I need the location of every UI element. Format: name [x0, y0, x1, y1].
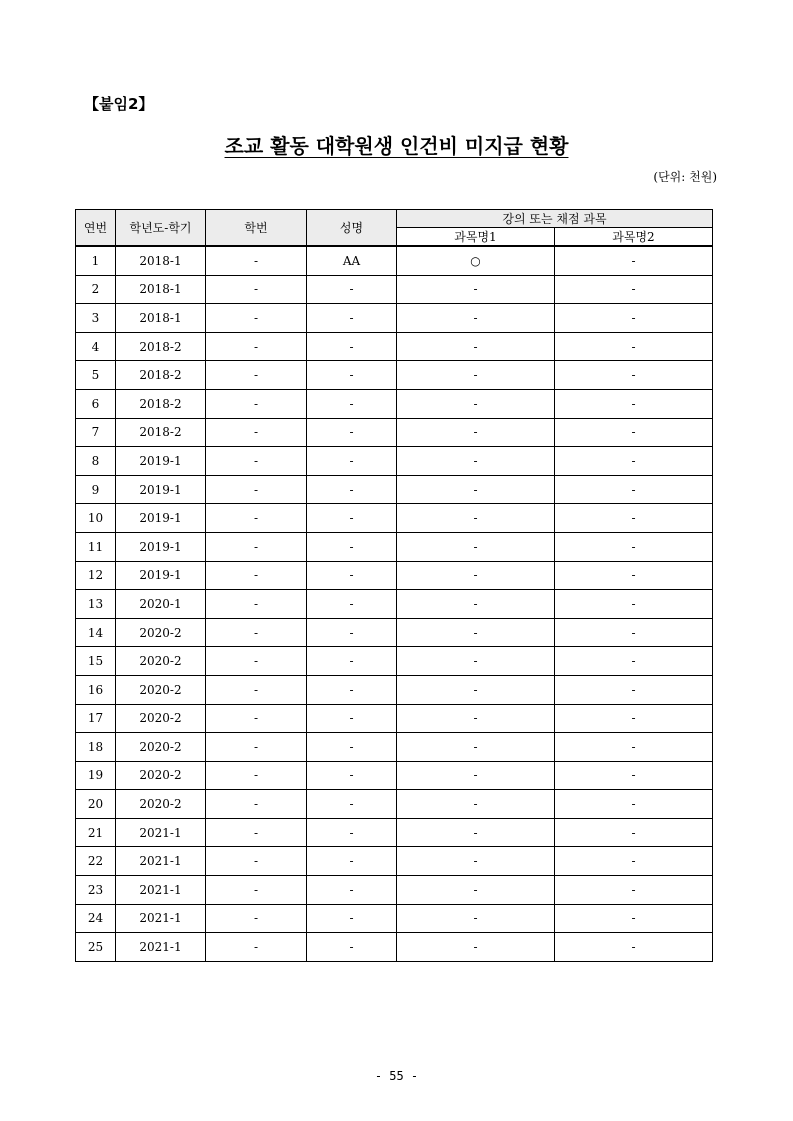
cell-course1: - — [397, 761, 555, 790]
cell-course2: - — [555, 561, 713, 590]
header-student-id: 학번 — [206, 210, 307, 247]
cell-student-id: - — [206, 561, 307, 590]
cell-course1: ○ — [397, 246, 555, 275]
cell-course1: - — [397, 790, 555, 819]
cell-student-id: - — [206, 704, 307, 733]
cell-no: 8 — [76, 447, 116, 476]
cell-term: 2018-1 — [116, 246, 206, 275]
cell-name: AA — [307, 246, 397, 275]
cell-course2: - — [555, 590, 713, 619]
cell-no: 18 — [76, 733, 116, 762]
cell-course2: - — [555, 876, 713, 905]
attachment-label: 【붙임2】 — [84, 95, 154, 113]
cell-no: 15 — [76, 647, 116, 676]
cell-name: - — [307, 389, 397, 418]
cell-no: 25 — [76, 933, 116, 962]
cell-name: - — [307, 647, 397, 676]
cell-no: 5 — [76, 361, 116, 390]
cell-no: 16 — [76, 675, 116, 704]
cell-no: 11 — [76, 532, 116, 561]
table-row — [76, 590, 713, 619]
cell-student-id: - — [206, 332, 307, 361]
cell-student-id: - — [206, 590, 307, 619]
cell-term: 2018-2 — [116, 361, 206, 390]
unpaid-wages-table — [75, 209, 713, 962]
table-row — [76, 561, 713, 590]
cell-course1: - — [397, 618, 555, 647]
table-row — [76, 847, 713, 876]
cell-course1: - — [397, 876, 555, 905]
cell-term: 2021-1 — [116, 847, 206, 876]
cell-course1: - — [397, 275, 555, 304]
cell-student-id: - — [206, 389, 307, 418]
cell-no: 19 — [76, 761, 116, 790]
header-name: 성명 — [307, 210, 397, 247]
cell-student-id: - — [206, 246, 307, 275]
cell-term: 2019-1 — [116, 532, 206, 561]
cell-name: - — [307, 818, 397, 847]
cell-term: 2020-2 — [116, 675, 206, 704]
cell-name: - — [307, 475, 397, 504]
cell-name: - — [307, 876, 397, 905]
header-course1: 과목명1 — [397, 228, 555, 247]
cell-student-id: - — [206, 532, 307, 561]
cell-term: 2020-2 — [116, 704, 206, 733]
cell-course1: - — [397, 418, 555, 447]
cell-course1: - — [397, 704, 555, 733]
cell-no: 9 — [76, 475, 116, 504]
cell-course2: - — [555, 332, 713, 361]
cell-name: - — [307, 275, 397, 304]
cell-course2: - — [555, 275, 713, 304]
cell-term: 2020-2 — [116, 733, 206, 762]
cell-student-id: - — [206, 647, 307, 676]
cell-course1: - — [397, 532, 555, 561]
cell-course1: - — [397, 733, 555, 762]
cell-no: 7 — [76, 418, 116, 447]
table-row — [76, 332, 713, 361]
table-row — [76, 418, 713, 447]
table-row — [76, 304, 713, 333]
header-term: 학년도-학기 — [116, 210, 206, 247]
cell-no: 3 — [76, 304, 116, 333]
cell-name: - — [307, 561, 397, 590]
cell-term: 2020-2 — [116, 618, 206, 647]
cell-term: 2021-1 — [116, 818, 206, 847]
cell-student-id: - — [206, 618, 307, 647]
cell-course1: - — [397, 389, 555, 418]
cell-name: - — [307, 761, 397, 790]
cell-course1: - — [397, 847, 555, 876]
table-row — [76, 933, 713, 962]
cell-no: 14 — [76, 618, 116, 647]
cell-course1: - — [397, 504, 555, 533]
cell-course2: - — [555, 761, 713, 790]
cell-no: 6 — [76, 389, 116, 418]
table-row — [76, 904, 713, 933]
table-row — [76, 532, 713, 561]
cell-student-id: - — [206, 447, 307, 476]
cell-name: - — [307, 704, 397, 733]
cell-course2: - — [555, 447, 713, 476]
cell-name: - — [307, 675, 397, 704]
cell-student-id: - — [206, 847, 307, 876]
cell-student-id: - — [206, 275, 307, 304]
table-row — [76, 361, 713, 390]
cell-course2: - — [555, 361, 713, 390]
cell-term: 2018-2 — [116, 418, 206, 447]
cell-student-id: - — [206, 361, 307, 390]
cell-course2: - — [555, 304, 713, 333]
cell-course1: - — [397, 304, 555, 333]
cell-course2: - — [555, 733, 713, 762]
cell-course2: - — [555, 704, 713, 733]
cell-no: 4 — [76, 332, 116, 361]
cell-name: - — [307, 361, 397, 390]
table-row — [76, 876, 713, 905]
table-row — [76, 733, 713, 762]
cell-student-id: - — [206, 418, 307, 447]
cell-no: 20 — [76, 790, 116, 819]
cell-course2: - — [555, 418, 713, 447]
cell-course1: - — [397, 933, 555, 962]
table-row — [76, 475, 713, 504]
cell-term: 2019-1 — [116, 504, 206, 533]
cell-no: 23 — [76, 876, 116, 905]
table-row — [76, 647, 713, 676]
cell-course2: - — [555, 818, 713, 847]
header-courses-group: 강의 또는 채점 과목 — [397, 210, 713, 228]
cell-course2: - — [555, 904, 713, 933]
cell-student-id: - — [206, 933, 307, 962]
table-row — [76, 818, 713, 847]
cell-term: 2019-1 — [116, 447, 206, 476]
cell-student-id: - — [206, 904, 307, 933]
cell-name: - — [307, 933, 397, 962]
cell-student-id: - — [206, 304, 307, 333]
cell-student-id: - — [206, 761, 307, 790]
cell-no: 24 — [76, 904, 116, 933]
cell-course1: - — [397, 675, 555, 704]
cell-name: - — [307, 590, 397, 619]
table-body — [76, 246, 713, 961]
cell-course2: - — [555, 504, 713, 533]
page-title-text: 조교 활동 대학원생 인건비 미지급 현황 — [224, 134, 569, 158]
cell-term: 2021-1 — [116, 933, 206, 962]
cell-term: 2018-1 — [116, 304, 206, 333]
cell-course2: - — [555, 618, 713, 647]
cell-no: 2 — [76, 275, 116, 304]
cell-student-id: - — [206, 733, 307, 762]
cell-student-id: - — [206, 475, 307, 504]
cell-no: 1 — [76, 246, 116, 275]
cell-course1: - — [397, 361, 555, 390]
cell-name: - — [307, 847, 397, 876]
cell-term: 2020-2 — [116, 647, 206, 676]
cell-term: 2020-2 — [116, 790, 206, 819]
cell-name: - — [307, 447, 397, 476]
header-no: 연번 — [76, 210, 116, 247]
cell-course1: - — [397, 590, 555, 619]
cell-term: 2020-2 — [116, 761, 206, 790]
page-number: - 55 - — [374, 1069, 419, 1083]
cell-course1: - — [397, 647, 555, 676]
cell-name: - — [307, 504, 397, 533]
cell-course1: - — [397, 332, 555, 361]
cell-student-id: - — [206, 790, 307, 819]
cell-no: 22 — [76, 847, 116, 876]
cell-course2: - — [555, 246, 713, 275]
cell-student-id: - — [206, 818, 307, 847]
cell-name: - — [307, 733, 397, 762]
table-row — [76, 704, 713, 733]
table-row — [76, 275, 713, 304]
cell-course2: - — [555, 647, 713, 676]
header-row-1 — [76, 210, 713, 228]
cell-course2: - — [555, 532, 713, 561]
header-course2: 과목명2 — [555, 228, 713, 247]
cell-course2: - — [555, 790, 713, 819]
table-row — [76, 761, 713, 790]
cell-course2: - — [555, 475, 713, 504]
cell-course2: - — [555, 933, 713, 962]
cell-student-id: - — [206, 504, 307, 533]
cell-term: 2019-1 — [116, 561, 206, 590]
cell-no: 17 — [76, 704, 116, 733]
cell-course1: - — [397, 904, 555, 933]
cell-name: - — [307, 618, 397, 647]
cell-no: 12 — [76, 561, 116, 590]
table-row — [76, 447, 713, 476]
cell-course1: - — [397, 561, 555, 590]
cell-term: 2021-1 — [116, 876, 206, 905]
cell-name: - — [307, 332, 397, 361]
cell-name: - — [307, 532, 397, 561]
unit-note: (단위: 천원) — [653, 170, 717, 184]
cell-name: - — [307, 418, 397, 447]
cell-term: 2018-2 — [116, 389, 206, 418]
cell-no: 10 — [76, 504, 116, 533]
cell-no: 21 — [76, 818, 116, 847]
cell-name: - — [307, 304, 397, 333]
cell-term: 2020-1 — [116, 590, 206, 619]
cell-course2: - — [555, 847, 713, 876]
cell-term: 2019-1 — [116, 475, 206, 504]
cell-course1: - — [397, 475, 555, 504]
cell-student-id: - — [206, 675, 307, 704]
cell-no: 13 — [76, 590, 116, 619]
table-row — [76, 618, 713, 647]
table-row — [76, 790, 713, 819]
cell-course1: - — [397, 818, 555, 847]
table-row — [76, 389, 713, 418]
cell-course2: - — [555, 675, 713, 704]
page-title — [0, 130, 793, 159]
table-row — [76, 675, 713, 704]
cell-student-id: - — [206, 876, 307, 905]
cell-term: 2018-2 — [116, 332, 206, 361]
cell-course2: - — [555, 389, 713, 418]
cell-name: - — [307, 904, 397, 933]
cell-name: - — [307, 790, 397, 819]
table-row — [76, 504, 713, 533]
cell-term: 2021-1 — [116, 904, 206, 933]
cell-course1: - — [397, 447, 555, 476]
cell-term: 2018-1 — [116, 275, 206, 304]
table-row — [76, 246, 713, 275]
